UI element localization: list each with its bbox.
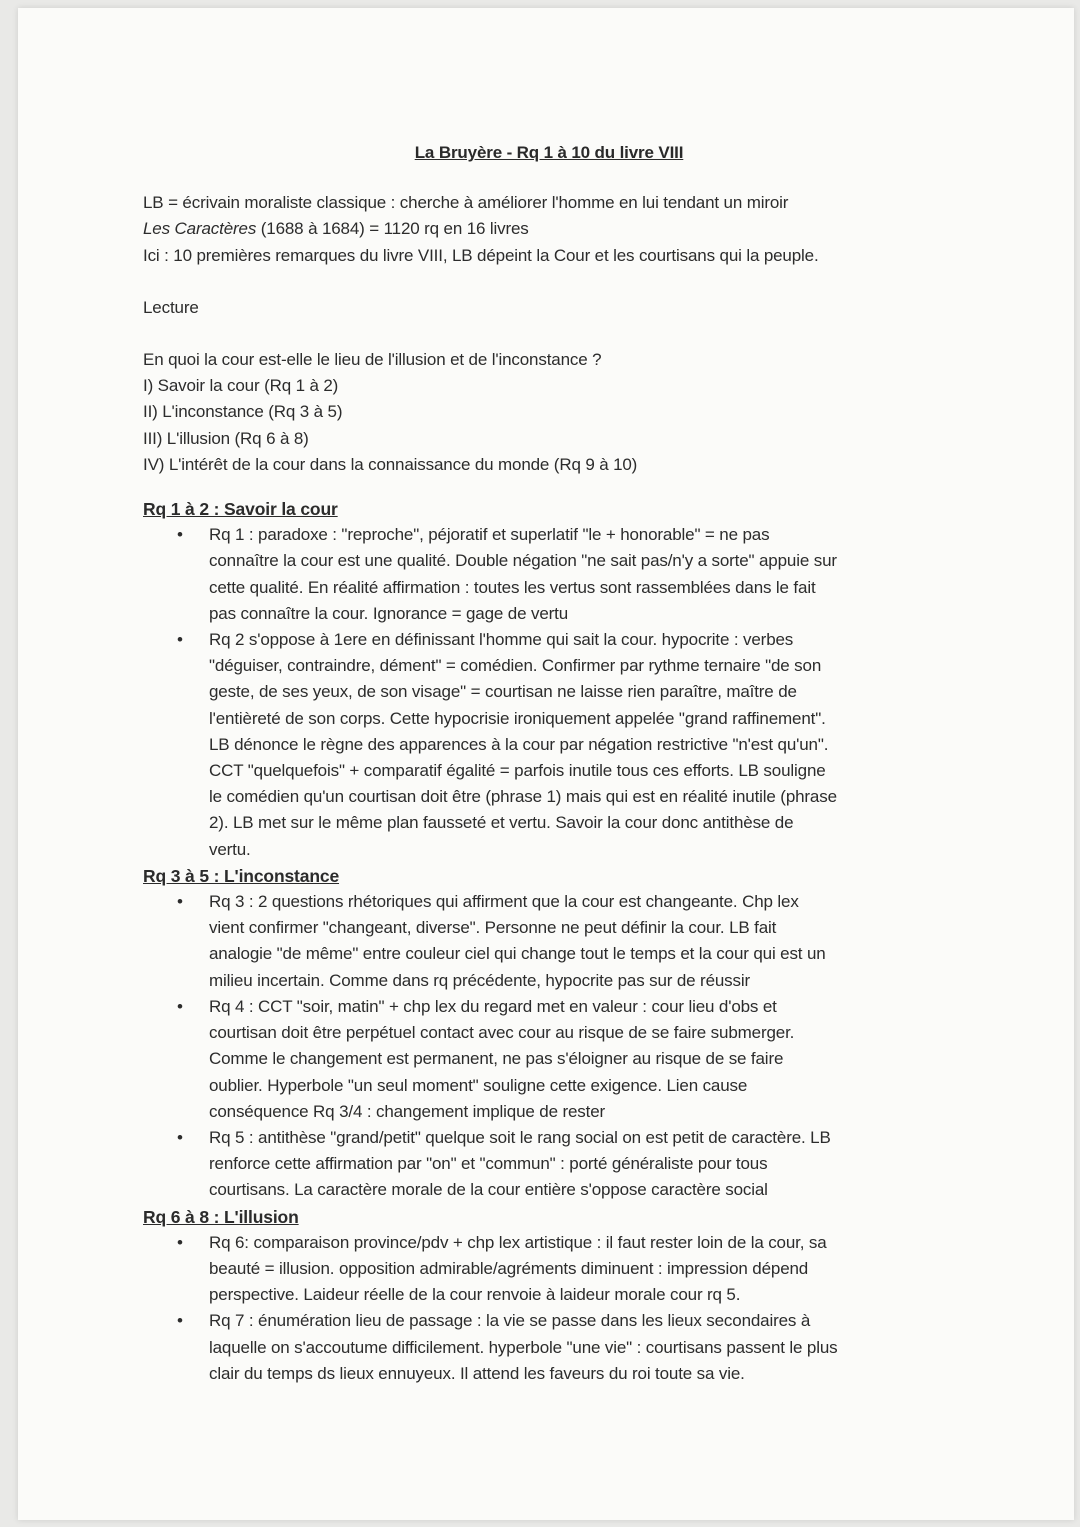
bullet-line: • Rq 5 : antithèse "grand/petit" quelque soit le rang social on est petit de caractère. LB (209, 1127, 831, 1147)
section-heading: Rq 3 à 5 : L'inconstance (143, 865, 340, 886)
bullet-line: CCT "quelquefois" + comparatif égalité = parfois inutile tous ces efforts. LB souligne (209, 761, 826, 781)
bullet-line: laquelle on s'accoutume difficilement. hyperbole "une vie" : courtisans passent le plus (209, 1337, 838, 1357)
intro-line-1: LB = écrivain moraliste classique : cherche à améliorer l'homme en lui tendant un miroir (143, 193, 789, 213)
section-heading: Rq 6 à 8 : L'illusion (143, 1206, 299, 1227)
bullet-line: • Rq 7 : énumération lieu de passage : la vie se passe dans les lieux secondaires à (209, 1311, 811, 1331)
bullet-line: Comme le changement est permanent, ne pas s'éloigner au risque de se faire (209, 1049, 784, 1069)
lecture-label: Lecture (143, 297, 199, 317)
section-heading: Rq 1 à 2 : Savoir la cour (143, 499, 338, 520)
list-item (143, 1230, 955, 1309)
bullet-line: milieu incertain. Comme dans rq précédente, hypocrite pas sur de réussir (209, 970, 751, 990)
bullet-line: • Rq 6: comparaison province/pdv + chp lex artistique : il faut rester loin de la cour, sa (209, 1232, 827, 1252)
list-item (143, 627, 955, 863)
bullet-line: • Rq 4 : CCT "soir, matin" + chp lex du regard met en valeur : cour lieu d'obs et (209, 996, 777, 1016)
list-item (143, 994, 955, 1125)
bullet-line: LB dénonce le règne des apparences à la cour par négation restrictive "n'est qu'un". (209, 734, 829, 754)
bullet-line: vient confirmer "changeant, diverse". Personne ne peut définir la cour. LB fait (209, 918, 777, 938)
bullet-list (143, 522, 955, 863)
intro-block (143, 190, 955, 269)
bullet-line: oublier. Hyperbole "un seul moment" souligne cette exigence. Lien cause (209, 1075, 748, 1095)
plan-item: I) Savoir la cour (Rq 1 à 2) (143, 376, 339, 396)
bullet-line: • Rq 3 : 2 questions rhétoriques qui affirment que la cour est changeante. Chp lex (209, 892, 799, 912)
bullet-list (143, 1230, 955, 1387)
bullet-line: renforce cette affirmation par "on" et "commun" : porté généraliste pour tous (209, 1154, 768, 1174)
bullet-line: perspective. Laideur réelle de la cour renvoie à laideur morale cour rq 5. (209, 1285, 741, 1305)
bullet-line: 2). LB met sur le même plan fausseté et vertu. Savoir la cour donc antithèse de (209, 813, 794, 833)
bullet-line: connaître la cour est une qualité. Double négation "ne sait pas/n'y a sorte" appuie sur (209, 551, 837, 571)
list-item (143, 1308, 955, 1387)
book-title: Les Caractères (143, 219, 257, 239)
bullet-line: le comédien qu'un courtisan doit être (phrase 1) mais qui est en réalité inutile (phrase (209, 787, 837, 807)
intro-line-2-rest: (1688 à 1684) = 1120 rq en 16 livres (256, 219, 529, 239)
bullet-line: pas connaître la cour. Ignorance = gage de vertu (209, 603, 569, 623)
bullet-line: clair du temps ds lieux ennuyeux. Il attend les faveurs du roi toute sa vie. (209, 1363, 745, 1383)
list-item (143, 1125, 955, 1204)
plan-item: IV) L'intérêt de la cour dans la connaissance du monde (Rq 9 à 10) (143, 454, 638, 474)
bullet-line: • Rq 1 : paradoxe : "reproche", péjoratif et superlatif "le + honorable" = ne pas (209, 525, 770, 545)
intro-line-2 (143, 216, 955, 242)
bullet-line: geste, de ses yeux, de son visage" = courtisan ne laisse rien paraître, maître de (209, 682, 797, 702)
bullet-line: beauté = illusion. opposition admirable/agréments diminuent : impression dépend (209, 1258, 809, 1278)
bullet-line: courtisans. La caractère morale de la cour entière s'oppose caractère social (209, 1180, 768, 1200)
list-item (143, 522, 955, 627)
problematic: En quoi la cour est-elle le lieu de l'illusion et de l'inconstance ? (143, 350, 602, 370)
list-item (143, 889, 955, 994)
page-content (143, 140, 955, 1387)
scanned-page (18, 8, 1074, 1520)
page-title: La Bruyère - Rq 1 à 10 du livre VIII (414, 143, 684, 162)
plan-item: III) L'illusion (Rq 6 à 8) (143, 428, 309, 448)
bullet-line: analogie "de même" entre couleur ciel qui change tout le temps et la cour qui est un (209, 944, 826, 964)
bullet-list (143, 889, 955, 1203)
bullet-line: courtisan doit être perpétuel contact avec cour au risque de se faire submerger. (209, 1023, 795, 1043)
bullet-line: "déguiser, contraindre, dément" = comédien. Confirmer par rythme ternaire "de son (209, 656, 822, 676)
bullet-line: cette qualité. En réalité affirmation : toutes les vertus sont rassemblées dans le fait (209, 577, 816, 597)
bullet-line: l'entièreté de son corps. Cette hypocrisie ironiquement appelée "grand raffinement". (209, 708, 826, 728)
bullet-line: vertu. (209, 839, 251, 859)
plan-block (143, 347, 955, 478)
intro-line-3: Ici : 10 premières remarques du livre VIII, LB dépeint la Cour et les courtisans qui la peuple. (143, 245, 819, 265)
bullet-line: • Rq 2 s'oppose à 1ere en définissant l'homme qui sait la cour. hypocrite : verbes (209, 630, 794, 650)
bullet-line: conséquence Rq 3/4 : changement implique de rester (209, 1101, 606, 1121)
plan-item: II) L'inconstance (Rq 3 à 5) (143, 402, 343, 422)
